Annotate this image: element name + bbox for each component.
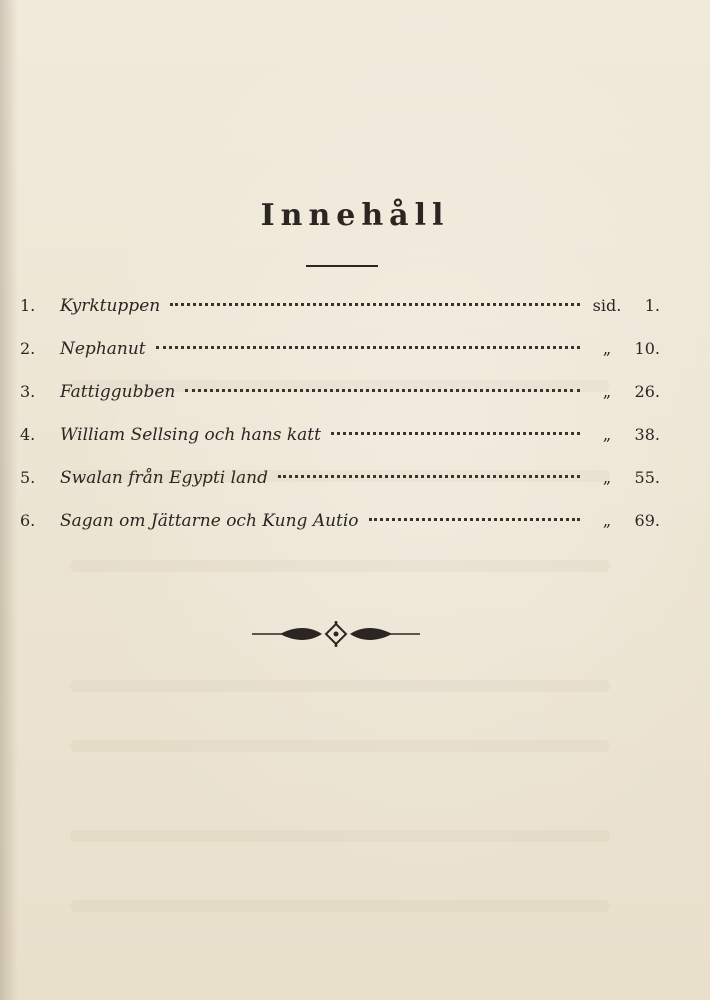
toc-title: Kyrktuppen bbox=[60, 296, 161, 316]
dot-leader bbox=[185, 389, 580, 392]
toc-number: 6. bbox=[20, 511, 36, 530]
toc-row bbox=[20, 468, 660, 511]
dot-leader bbox=[156, 346, 580, 349]
show-through bbox=[70, 560, 610, 572]
toc-row bbox=[20, 339, 660, 382]
dot-leader bbox=[278, 475, 580, 478]
toc-page-prefix: „ bbox=[602, 511, 612, 530]
toc-number: 1. bbox=[20, 296, 36, 315]
page-title: Innehåll bbox=[260, 198, 450, 233]
title-rule bbox=[306, 265, 378, 267]
dot-leader bbox=[369, 518, 580, 521]
toc-title: Fattiggubben bbox=[60, 382, 176, 402]
ornament-divider-icon bbox=[250, 620, 422, 648]
toc-page-prefix: „ bbox=[602, 339, 612, 358]
dot-leader bbox=[331, 432, 580, 435]
toc-page-number: 10. bbox=[634, 339, 660, 358]
dot-leader bbox=[170, 303, 580, 306]
toc-page-number: 1. bbox=[644, 296, 660, 315]
toc-page-number: 55. bbox=[634, 468, 660, 487]
toc-title: Swalan från Egypti land bbox=[60, 468, 269, 488]
toc-row bbox=[20, 511, 660, 554]
toc-number: 3. bbox=[20, 382, 36, 401]
toc-title: Sagan om Jättarne och Kung Autio bbox=[60, 511, 359, 531]
toc-number: 2. bbox=[20, 339, 36, 358]
toc-row bbox=[20, 425, 660, 468]
toc-row bbox=[20, 296, 660, 339]
spine-shadow bbox=[0, 0, 18, 1000]
table-of-contents bbox=[20, 296, 660, 554]
toc-title: Nephanut bbox=[60, 339, 146, 359]
toc-page-number: 69. bbox=[634, 511, 660, 530]
toc-page-number: 38. bbox=[634, 425, 660, 444]
toc-page-prefix: sid. bbox=[592, 296, 622, 315]
toc-page-prefix: „ bbox=[602, 382, 612, 401]
toc-title: William Sellsing och hans katt bbox=[60, 425, 321, 445]
toc-page-number: 26. bbox=[634, 382, 660, 401]
toc-number: 4. bbox=[20, 425, 36, 444]
show-through bbox=[70, 740, 610, 752]
show-through bbox=[70, 830, 610, 842]
toc-page-prefix: „ bbox=[602, 425, 612, 444]
show-through bbox=[70, 900, 610, 912]
toc-row bbox=[20, 382, 660, 425]
toc-number: 5. bbox=[20, 468, 36, 487]
show-through bbox=[70, 680, 610, 692]
toc-page-prefix: „ bbox=[602, 468, 612, 487]
